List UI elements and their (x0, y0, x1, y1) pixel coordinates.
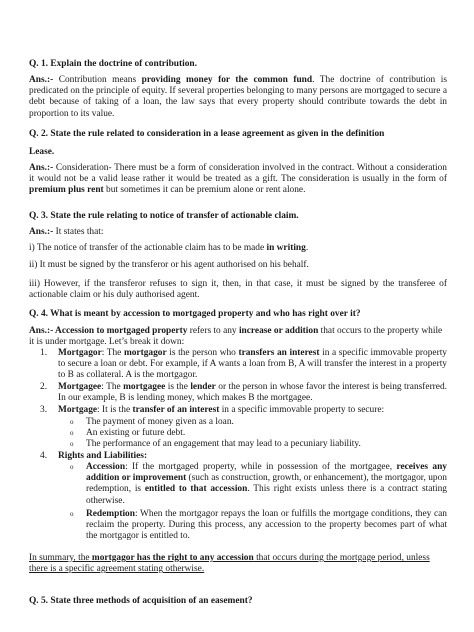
item-text: is the (165, 382, 191, 392)
summary-emphasis: mortgagor has the right to any accession (91, 553, 254, 563)
answer-emphasis: premium plus rent (29, 185, 104, 196)
list-item-text (58, 405, 447, 416)
item-text: : When the mortgagor repays the loan or fulfills the mortgage conditions, they can reclaim the property. During this process, any accession to the property becomes part of what the mortgagor is entitled to. (86, 509, 447, 542)
sub-item-text (86, 509, 447, 543)
question-2-title-line1: Q. 2. State the rule related to consideration in a lease agreement as given in the definition (29, 129, 385, 139)
item-emphasis: transfer of an interest (132, 405, 220, 415)
item-label: Mortgagor (58, 348, 102, 358)
bullet-icon: o (70, 429, 74, 437)
answer-emphasis: providing money for the common fund (141, 75, 313, 85)
item-text: in a specific immovable property to secure a loan or debt. For example, if A wants a loan from B, A will transfer the interest in a property to B as collateral. A is the mortgagor. (58, 348, 447, 381)
answer-text: that occurs to the property while it is under mortgage. Let’s break it down: (29, 326, 443, 348)
answer-text: Contribution means (53, 75, 142, 85)
answer-text: Consideration- There must be a form of consideration involved in the contract. Without a consideration it would not be a valid lease rather it would be treated as a gift. The consideration is usually in the form of (29, 163, 447, 185)
bullet-icon: o (70, 510, 74, 518)
question-2-title-line2: Lease. (29, 147, 55, 157)
item-emphasis: mortgagor (123, 348, 167, 358)
item-text: : The (101, 382, 124, 392)
item-emphasis: lender (190, 382, 216, 392)
answer-3-point-2: ii) It must be signed by the transferor or his agent authorised on his behalf. (29, 260, 309, 270)
item-emphasis: entitled to that accession (144, 484, 248, 495)
item-label: Mortgage (58, 405, 98, 415)
summary-text: that occurs during the mortgage period, unless there is a specific agreement stating otherwise. (29, 553, 430, 575)
item-text: is the person who (166, 348, 239, 358)
sub-item-text: The payment of money given as a loan. (86, 417, 234, 427)
bullet-icon: o (70, 463, 74, 471)
item-text: . This right exists unless there is a contract stating otherwise. (86, 484, 447, 506)
answer-4-intro (29, 326, 447, 348)
item-label: Accession (86, 462, 126, 472)
bullet-icon: o (70, 418, 74, 426)
item-text: : (143, 451, 148, 461)
answer-2 (29, 163, 447, 197)
answer-label: Ans.:- (29, 227, 54, 237)
answer-3-point-1 (29, 243, 447, 254)
item-emphasis: receives any addition or improvement (86, 462, 447, 484)
list-number: 2. (40, 382, 48, 392)
answer-text: refers to any (187, 326, 239, 336)
list-number: 3. (40, 405, 48, 415)
item-emphasis: mortgagee (123, 382, 166, 392)
item-emphasis: transfers an interest (238, 348, 320, 358)
question-3-title: Q. 3. State the rule relating to notice of transfer of actionable claim. (29, 211, 299, 221)
answer-emphasis: increase or addition (238, 326, 319, 336)
item-text: in a specific immovable property to secure: (219, 405, 385, 415)
answer-3-point-3: iii) However, if the transferor refuses to sign it, then, in that case, it must be signed by the transferee of actionable claim or his duly authorised agent. (29, 279, 447, 301)
answer-1 (29, 75, 447, 120)
sub-item-text: The performance of an engagement that may lead to a pecuniary liability. (86, 439, 361, 449)
list-item-text (58, 382, 447, 404)
item-text: : It is the (97, 405, 133, 415)
sub-item-text: An existing or future debt. (86, 428, 186, 438)
point-emphasis: in writing (266, 243, 306, 253)
item-label: Rights and Liabilities (58, 451, 144, 461)
item-text: or the person in whose favor the interest is being transferred. In our example, B is lending money, which makes B the mortgagee. (58, 382, 448, 404)
item-text: (such as construction, growth, or enhancement), the mortgagor, upon redemption, is (86, 473, 447, 495)
answer-label: Ans.:- (29, 75, 54, 85)
sub-item-text (86, 462, 447, 507)
question-4-title: Q. 4. What is meant by accession to mortgaged property and who has right over it? (29, 309, 361, 319)
answer-text: It states that: (53, 227, 104, 237)
point-text: . (305, 243, 309, 253)
bullet-icon: o (70, 440, 74, 448)
item-label: Mortgagee (58, 382, 102, 392)
summary-text: In summary, the (29, 553, 92, 563)
answer-4-summary (29, 553, 447, 575)
answer-label: Ans.:- Accession to mortgaged property (29, 326, 188, 336)
answer-label: Ans.:- (29, 163, 54, 173)
list-number: 1. (40, 348, 48, 358)
list-number: 4. (40, 451, 48, 461)
question-1-title: Q. 1. Explain the doctrine of contribution. (29, 59, 197, 69)
item-text: : The (101, 348, 124, 358)
item-label: Redemption (86, 509, 135, 519)
point-text: i) The notice of transfer of the actionable claim has to be made (29, 243, 267, 253)
item-text: : If the mortgaged property, while in possession of the mortgagee, (125, 462, 397, 472)
answer-text: but sometimes it can be premium alone or rent alone. (103, 185, 306, 196)
list-item-text (58, 348, 447, 382)
list-item-text (58, 451, 447, 462)
question-5-title: Q. 5. State three methods of acquisition of an easement? (29, 596, 253, 606)
answer-3-intro (29, 227, 447, 238)
answer-text: . The doctrine of contribution is predicated on the principle of equity. If several properties belonging to many persons are mortgaged to secure a debt because of taking of a loan, the law says that every property should contribute towards the debt in proportion to its value. (29, 75, 447, 119)
